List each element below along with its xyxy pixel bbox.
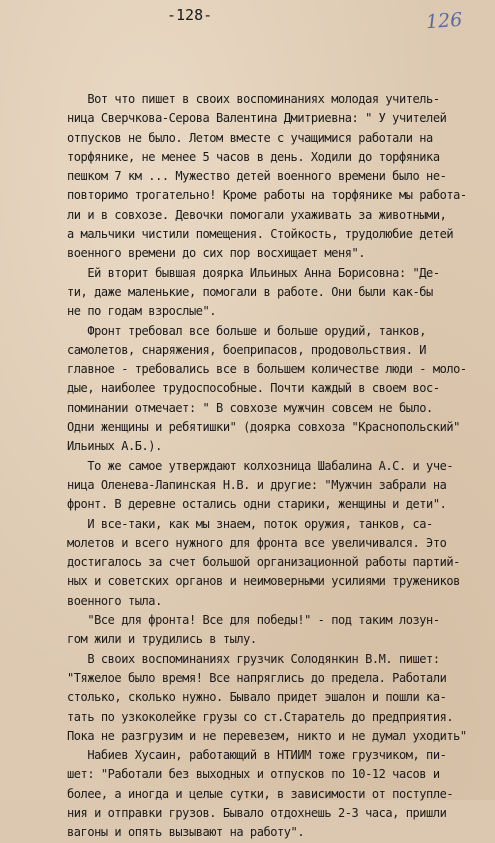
text-line: дые, наиболее трудоспособные. Почти каждый в своем вос-: [67, 381, 440, 396]
text-line: отпусков не было. Летом вместе с учащимися работали на: [67, 130, 433, 145]
text-line: Фронт требовал все больше и больше орудий, танков,: [67, 323, 427, 338]
text-line: Набиев Хусаин, работающий в НТИИМ тоже грузчиком, пи-: [67, 748, 447, 763]
text-line: Ей вторит бывшая доярка Ильиных Анна Борисовна: "Де-: [67, 265, 440, 280]
text-line: пешком 7 км ... Мужество детей военного времени было не-: [67, 169, 447, 184]
text-line: повторимо трогательно! Кроме работы на торфянике мы работа-: [67, 188, 467, 203]
text-line: достигалось за счет большой организационной работы партий-: [67, 555, 460, 570]
text-line: ти, даже маленькие, помогали в работе. Они были как-бы: [67, 284, 433, 299]
text-line: а мальчики чистили помещения. Стойкость, трудолюбие детей: [67, 227, 454, 242]
typed-body-text: [67, 90, 495, 843]
archive-number-handwritten: 126: [425, 8, 463, 34]
text-line: военного времени до сих пор восхищает меня".: [67, 246, 366, 261]
text-line: поминании отмечает: " В совхозе мужчин совсем не было.: [67, 400, 433, 415]
text-line: торфянике, не менее 5 часов в день. Ходили до торфяника: [67, 149, 440, 164]
page-number: -128-: [167, 6, 213, 24]
text-line: "Тяжелое было время! Все напряглись до предела. Работали: [67, 670, 447, 685]
text-line: тать по узкоколейке грузы со ст.Старатель до предприятия.: [67, 709, 454, 724]
text-line: Вот что пишет в своих воспоминаниях молодая учитель-: [67, 92, 440, 106]
text-line: "Все для фронта! Все для победы!" - под таким лозун-: [67, 613, 440, 628]
text-line: ния и отправки грузов. Бывало отдохнешь 2-3 часа, пришли: [67, 805, 447, 820]
text-line: гом жили и трудились в тылу.: [67, 632, 257, 647]
text-line: столько, сколько нужно. Бывало придет эшалон и пошли ка-: [67, 690, 447, 705]
text-line: ли и в совхозе. Девочки помогали ухаживать за животными,: [67, 207, 447, 222]
text-line: ница Оленева-Лапинская Н.В. и другие: "Мужчин забрали на: [67, 477, 447, 492]
text-line: В своих воспоминаниях грузчик Солодянкин В.М. пишет:: [67, 651, 440, 666]
text-line: Ильиных А.Б.).: [67, 439, 162, 454]
text-line: более, а иногда и целые сутки, в зависимости от поступле-: [67, 786, 454, 801]
text-line: не по годам взрослые".: [67, 304, 217, 319]
text-line: вагоны и опять вызывают на работу".: [67, 825, 305, 840]
text-line: главное - требовались все в большем количестве люди - моло-: [67, 362, 467, 377]
text-line: самолетов, снаряжения, боеприпасов, продовольствия. И: [67, 342, 427, 357]
text-line: военного тыла.: [67, 593, 162, 608]
text-line: фронт. В деревне остались одни старики, женщины и дети".: [67, 497, 447, 512]
text-line: Пока не разгрузим и не перевезем, никто и не думал уходить": [67, 728, 467, 743]
text-line: ных и советских органов и неимоверными усилиями тружеников: [67, 574, 460, 589]
text-line: молетов и всего нужного для фронта все увеличивался. Это: [67, 535, 447, 550]
text-line: ница Сверчкова-Серова Валентина Дмитриевна: " У учителей: [67, 111, 447, 126]
text-line: И все-таки, как мы знаем, поток оружия, танков, са-: [67, 516, 433, 531]
text-line: То же самое утверждают колхозница Шабалина А.С. и уче-: [67, 458, 454, 473]
text-line: шет: "Работали без выходных и отпусков по 10-12 часов и: [67, 767, 440, 782]
text-line: Одни женщины и ребятишки" (доярка совхоза "Краснопольский": [67, 420, 460, 435]
